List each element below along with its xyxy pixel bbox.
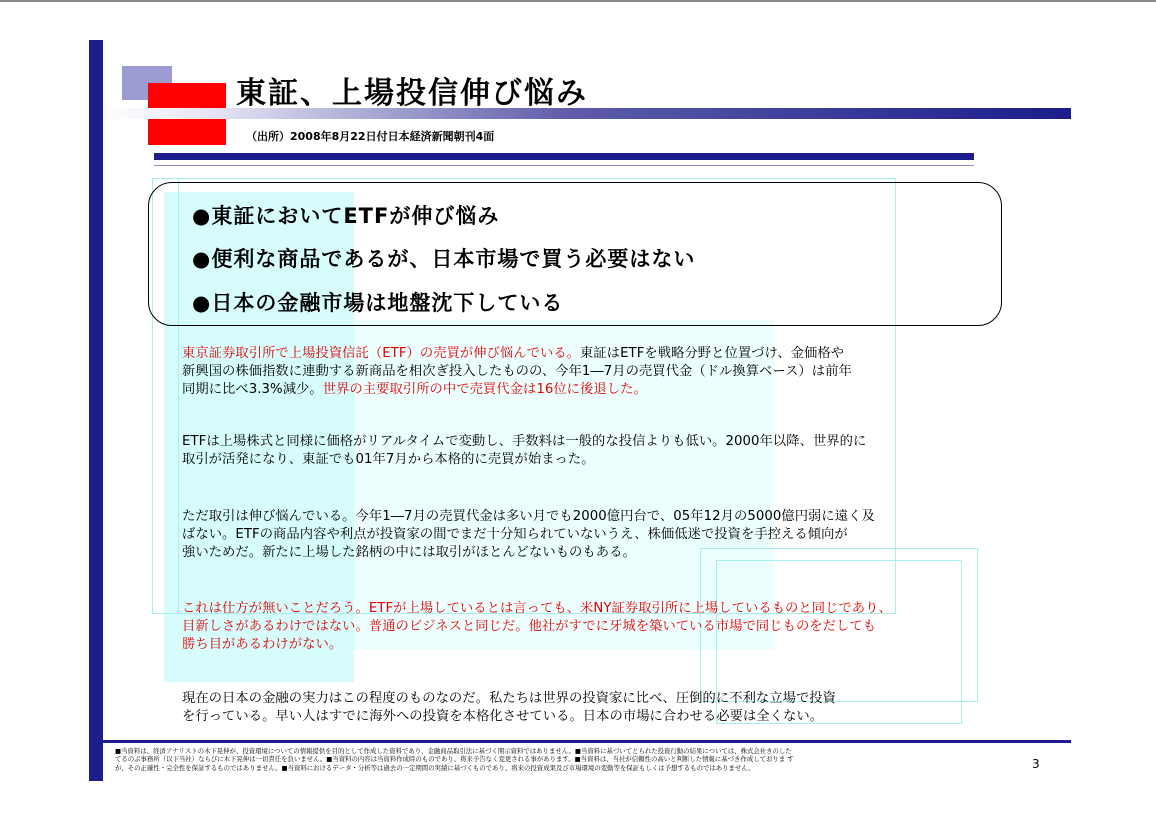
paragraph-1 <box>182 345 982 399</box>
paragraph-4-line-2: 目新しさがあるわけではない。普通のビジネスと同じだ。他社がすでに牙城を築いている市場で同じものをだしても <box>182 619 877 634</box>
summary-bullet-3: ●日本の金融市場は地盤沈下している <box>192 291 564 315</box>
paragraph-1-line-1-black: 東証はETFを戦略分野と位置づけ、金価格や <box>580 346 845 361</box>
disclaimer-line-1: ■当資料は、経済アナリストの木下晃伸が、投資環境についての情報提供を目的として作成した資料であり、金融商品取引法に基づく開示資料ではありません。■当資料に基づいてとられた投資行動の結果については、株式会社きのした <box>115 747 792 755</box>
paragraph-2-line-2: 取引が活発になり、東証でも01年7月から本格的に売買が始まった。 <box>182 452 595 467</box>
paragraph-1-line-2: 新興国の株価指数に連動する新商品を相次ぎ投入したものの、今年1―7月の売買代金（ドル換算ベース）は前年 <box>182 364 852 379</box>
top-border <box>0 0 1156 2</box>
paragraph-5 <box>182 690 982 726</box>
disclaimer-line-2: てるのぶ事務所（以下当社）ならびに木下晃伸は一切責任を負いません。■当資料の内容は当資料作成時のものであり、将来予告なく変更される事があります。■当資料は、当社が信頼性の高いと判断した情報に基づき作成しておりま す <box>115 755 794 764</box>
paragraph-4 <box>182 600 982 654</box>
paragraph-5-line-1: 現在の日本の金融の実力はこの程度のものなのだ。私たちは世界の投資家に比べ、圧倒的に不利な立場で投資 <box>182 691 836 706</box>
summary-bullet-2: ●便利な商品であるが、日本市場で買う必要はない <box>192 247 696 271</box>
paragraph-1-line-3 <box>182 381 982 399</box>
disclaimer <box>115 747 1015 772</box>
paragraph-3 <box>182 508 982 562</box>
paragraph-4-line-1: これは仕方が無いことだろう。ETFが上場しているとは言っても、米NY証券取引所に上場しているものと同じであり、 <box>182 601 892 616</box>
paragraph-3-line-1: ただ取引は伸び悩んでいる。今年1―7月の売買代金は多い月でも2000億円台で、05年12月の5000億円弱に遠く及 <box>182 509 875 524</box>
page-number: 3 <box>1032 757 1040 771</box>
summary-bullet-1: ●東証においてETFが伸び悩み <box>192 204 500 228</box>
slide-title: 東証、上場投信伸び悩み <box>236 76 588 111</box>
paragraph-3-line-2: ばない。ETFの商品内容や利点が投資家の間でまだ十分知られていないうえ、株価低迷で投資を手控える傾向が <box>182 527 848 542</box>
paragraph-1-line-3-red: 世界の主要取引所の中で売買代金は16位に後退した。 <box>322 382 647 397</box>
paragraph-4-line-3: 勝ち目があるわけがない。 <box>182 637 343 652</box>
paragraph-2-line-1: ETFは上場株式と同様に価格がリアルタイムで変動し、手数料は一般的な投信よりも低い。2000年以降、世界的に <box>182 434 867 449</box>
footer-rule <box>103 740 1071 743</box>
paragraph-1-line-1 <box>182 345 982 363</box>
paragraph-2 <box>182 433 982 469</box>
paragraph-1-line-1-red: 東京証券取引所で上場投資信託（ETF）の売買が伸び悩んでいる。 <box>182 346 581 361</box>
paragraph-3-line-3: 強いためだ。新たに上場した銘柄の中には取引がほとんどないものもある。 <box>182 545 636 560</box>
paragraph-5-line-2: を行っている。早い人はすでに海外への投資を本格化させている。日本の市場に合わせる必要は全くない。 <box>182 709 824 724</box>
header-rule-thin <box>154 165 974 166</box>
left-accent-bar <box>89 40 103 781</box>
header-rule-thick <box>154 153 974 160</box>
paragraph-1-line-3-black: 同期に比べ3.3%減少。 <box>182 382 323 397</box>
source-citation: （出所）2008年8月22日付日本経済新聞朝刊4面 <box>246 130 495 143</box>
disclaimer-line-3: が、その正確性・完全性を保証するものではありません。■当資料におけるデータ・分析等は過去の一定期間の実績に基づくものであり、将来の投資成果及び市場環境の変動等を保証もしくは予想するものではありません。 <box>115 763 755 772</box>
